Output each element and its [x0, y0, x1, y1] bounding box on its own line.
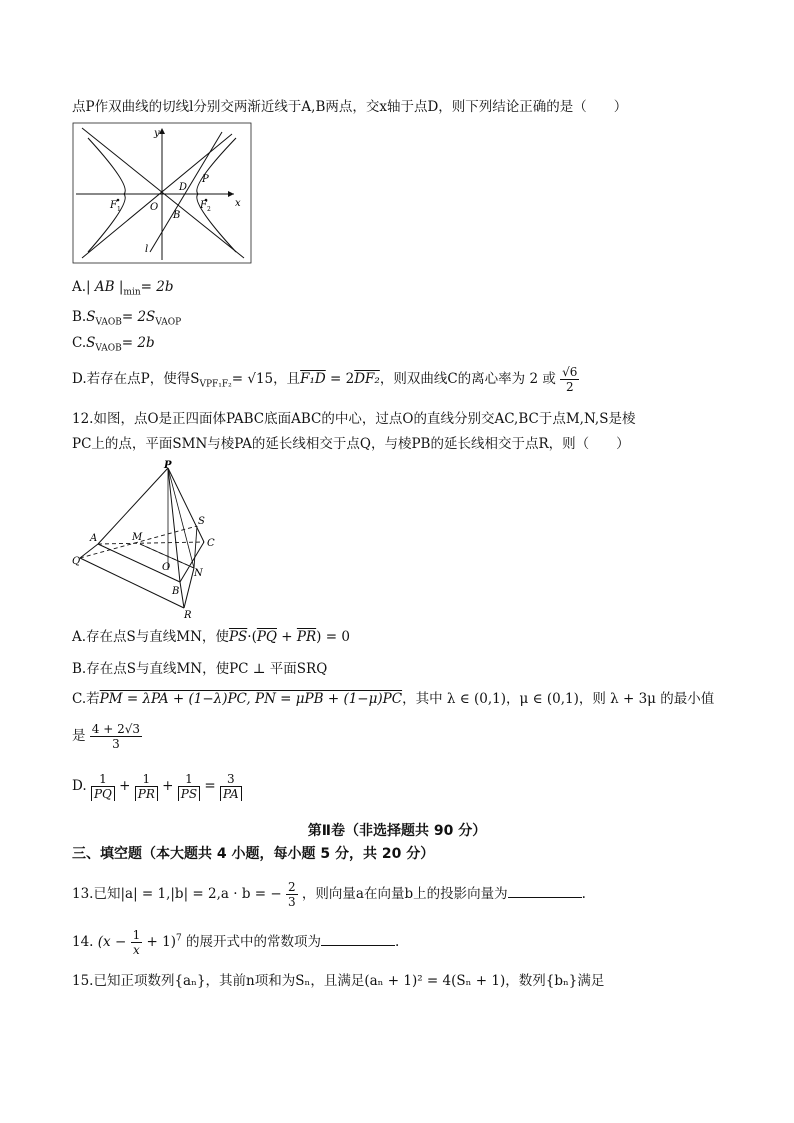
q14-post: 的展开式中的常数项为	[186, 934, 321, 950]
label-P: P	[202, 174, 209, 185]
q12-c-line2-text: 是	[72, 728, 86, 744]
section3-heading: 三、填空题（本大题共 4 小题，每小题 5 分，共 20 分）	[72, 846, 435, 862]
q12-a-post: ) = 0	[316, 629, 350, 645]
q12-d-term2	[135, 772, 158, 801]
q15: 15.已知正项数列{aₙ}，其前n项和为Sₙ，且满足(aₙ + 1)² = 4(Sₙ + 1)，数列{bₙ}满足	[72, 973, 605, 989]
q12-a-plus: +	[277, 629, 297, 645]
option-d-mid2: = 2	[325, 371, 355, 387]
q12-d-num3: 1	[178, 772, 200, 787]
q12-d-den4: PA	[220, 787, 242, 801]
q12-d-plus1: +	[119, 778, 131, 794]
label-D: D	[179, 182, 188, 193]
hyperbola-left	[88, 138, 125, 252]
q12-a-v3: $\overline{PR}$	[296, 629, 317, 645]
label-P: P	[164, 460, 172, 471]
label-N: N	[194, 568, 203, 579]
q11-stem: 点P作双曲线的切线l分别交两渐近线于A,B两点，交x轴于点D，则下列结论正确的是（ ）	[72, 99, 628, 115]
q12-stem-1: 12.如图，点O是正四面体PABC底面ABC的中心，过点O的直线分别交AC,BC于点M,N,S是棱	[72, 411, 636, 427]
label-F2-sub: 2	[207, 206, 211, 213]
label-M: M	[132, 532, 143, 543]
label-y: y	[154, 128, 160, 139]
option-b-lhs-sub: VAOB	[95, 317, 122, 328]
q12-c-expr: PM = λPA + (1−λ)PC, PN = μPB + (1−μ)PC	[99, 691, 403, 707]
label-O: O	[162, 562, 171, 573]
label-l: l	[145, 244, 149, 255]
label-C: C	[207, 538, 215, 549]
q12-d-term1	[91, 772, 115, 801]
q12-c-pre: C.若	[72, 691, 100, 707]
option-b-lhs: S	[86, 309, 96, 325]
q12-stem-2: PC上的点，平面SMN与棱PA的延长线相交于点Q，与棱PB的延长线相交于点R，则（ ）	[72, 436, 630, 452]
q14-answer-blank[interactable]	[321, 933, 395, 946]
q14-fraction	[131, 928, 143, 957]
q12-a-v1: $\overline{PS}$	[228, 629, 248, 645]
label-B: B	[172, 586, 180, 597]
q13-frac-den: 3	[287, 895, 296, 909]
q12-c-frac-den: 3	[112, 737, 120, 751]
q12-option-c-line2	[72, 722, 142, 751]
q12-option-d	[72, 772, 242, 801]
q13-pre: 13.已知|a| = 1,|b| = 2,a · b = −	[72, 886, 282, 902]
q12-a-v2: $\overline{PQ}$	[256, 629, 277, 645]
option-d-vec1: F₁D	[300, 371, 326, 387]
q13-post: ，则向量a在向量b上的投影向量为	[301, 886, 508, 902]
q13-answer-blank[interactable]	[508, 885, 582, 898]
option-a-sub: min	[123, 287, 141, 298]
q12-d-term3	[178, 772, 200, 801]
label-F1: F	[110, 200, 117, 211]
option-a-rhs: = 2b	[140, 279, 174, 295]
hyperbola-figure	[72, 122, 252, 264]
q13: 13.已知|a| = 1,|b| = 2,a · b = − $\frac{2}{3}$ ，则向量a在向量b上的投影向量为 .	[72, 880, 586, 909]
q11-option-d	[72, 365, 579, 394]
label-x: x	[235, 198, 241, 209]
label-A: A	[90, 533, 98, 544]
option-d-pre: D.若存在点P，使得S	[72, 371, 200, 387]
label-R: R	[184, 610, 192, 620]
q12-d-num4: 3	[220, 772, 242, 787]
q12-d-term4	[220, 772, 242, 801]
q14-expr-b: + 1)	[146, 934, 176, 950]
option-c-lhs: S	[86, 335, 96, 351]
q14-frac-num: 1	[132, 928, 141, 942]
q12-option-c	[72, 690, 714, 708]
q11-option-a	[72, 278, 173, 302]
label-F1-sub: 1	[117, 206, 121, 213]
q11-option-c	[72, 334, 155, 358]
q12-c-fraction	[90, 722, 142, 751]
q12-d-num2: 1	[135, 772, 158, 787]
q12-d-eq: =	[204, 778, 216, 794]
q12-d-den1: PQ	[91, 787, 115, 801]
label-O: O	[150, 202, 159, 213]
option-c-sub: VAOB	[95, 343, 122, 354]
option-d-vec2: DF₂	[354, 371, 380, 387]
q14-exp: 7	[175, 933, 182, 944]
q12-d-plus2: +	[162, 778, 174, 794]
q14-expr-a: (x −	[97, 934, 127, 950]
label-S: S	[198, 516, 205, 527]
option-b-rhs-sub: VAOP	[155, 317, 182, 328]
q13-frac-num: 2	[287, 880, 296, 894]
option-b-label: B.	[72, 309, 87, 325]
option-d-post: ，则双曲线C的离心率为 2 或	[379, 371, 556, 387]
q12-d-den2: PR	[135, 787, 158, 801]
option-d-mid: = √15，且	[231, 371, 301, 387]
q12-option-b: B.存在点S与直线MN，使PC ⊥ 平面SRQ	[72, 661, 328, 677]
option-d-frac-num: √6	[562, 365, 578, 379]
q12-d-den3: PS	[178, 787, 200, 801]
label-F2: F	[200, 200, 207, 211]
option-a-label: A.	[72, 279, 87, 295]
q14: 14. (x − $\frac{1}{x}$ + 1)$^7$ 的展开式中的常数项为 .	[72, 928, 400, 957]
q11-option-b	[72, 308, 181, 332]
q12-d-pre: D.	[72, 778, 87, 794]
tetrahedron-figure	[72, 458, 232, 620]
option-a-expr: | AB |	[86, 279, 124, 295]
q12-c-frac-num: 4 + 2√3	[91, 722, 141, 736]
label-B: B	[173, 210, 181, 221]
option-d-fraction	[560, 365, 579, 394]
q14-frac-den: x	[132, 943, 140, 957]
q12-a-pre: A.存在点S与直线MN，使	[72, 629, 229, 645]
q12-d-num1: 1	[91, 772, 115, 787]
q12-a-mid: ·(	[247, 629, 257, 645]
q13-fraction	[286, 880, 298, 909]
part2-heading: 第Ⅱ卷（非选择题共 90 分）	[307, 823, 487, 839]
option-c-rhs: = 2b	[121, 335, 155, 351]
label-Q: Q	[72, 556, 81, 567]
q12-option-a	[72, 628, 350, 646]
q12-c-post: ，其中 λ ∈ (0,1)，μ ∈ (0,1)，则 λ + 3μ 的最小值	[402, 691, 715, 707]
option-b-mid: = 2S	[121, 309, 156, 325]
option-c-label: C.	[72, 335, 87, 351]
option-d-sub: VPF₁F₂	[199, 379, 232, 390]
option-d-frac-den: 2	[565, 380, 574, 394]
q14-pre: 14.	[72, 934, 94, 950]
